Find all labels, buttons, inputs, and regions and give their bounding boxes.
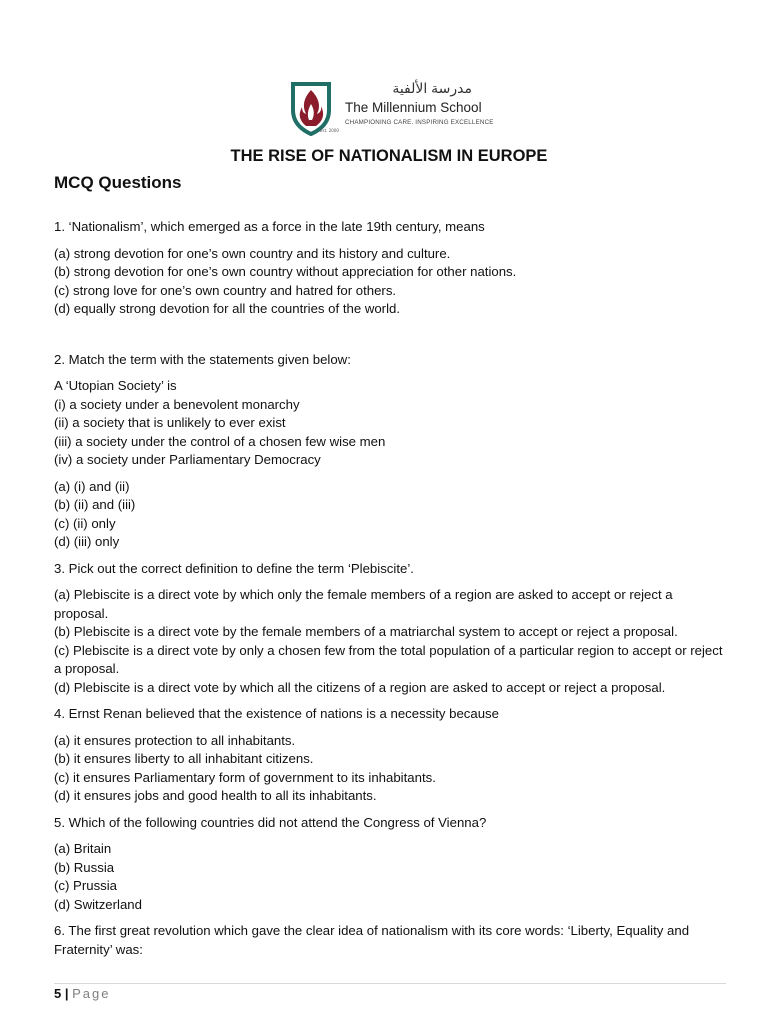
question-2-statements — [54, 377, 726, 470]
option: (b) strong devotion for one’s own country without appreciation for other nations. — [54, 264, 517, 279]
question-list — [54, 218, 726, 967]
school-logo — [290, 80, 494, 136]
option: (d) (iii) only — [54, 534, 120, 549]
school-tagline: CHAMPIONING CARE. INSPIRING EXCELLENCE — [345, 119, 494, 126]
section-subtitle: MCQ Questions — [54, 173, 182, 192]
page-footer — [54, 986, 111, 1001]
question-1-prompt: 1. ‘Nationalism’, which emerged as a force in the late 19th century, means — [54, 219, 485, 234]
page-number: 5 — [54, 986, 62, 1001]
question-2-options — [54, 478, 726, 552]
option: (b) Plebiscite is a direct vote by the female members of a matriarchal system to accept or reject a proposal. — [54, 624, 678, 639]
school-name-arabic: مدرسة الألفية — [392, 80, 472, 96]
statement: (ii) a society that is unlikely to ever exist — [54, 415, 286, 430]
statement: A ‘Utopian Society’ is — [54, 378, 177, 393]
option: (d) Plebiscite is a direct vote by which all the citizens of a region are asked to accept or reject a proposal. — [54, 679, 666, 695]
option: (a) Plebiscite is a direct vote by which only the female members of a region are asked to accept or reject a proposal. — [54, 587, 673, 621]
statement: (iii) a society under the control of a chosen few wise men — [54, 433, 386, 449]
question-6-prompt: 6. The first great revolution which gave the clear idea of nationalism with its core words: ‘Liberty, Equality and Fraternity’ was: — [54, 923, 690, 957]
option: (c) (ii) only — [54, 515, 116, 531]
est-year-label: Est. 2000 — [320, 128, 339, 133]
option: (c) strong love for one’s own country and hatred for others. — [54, 282, 397, 298]
question-4-prompt: 4. Ernst Renan believed that the existence of nations is a necessity because — [54, 706, 499, 721]
question-1-options — [54, 245, 726, 319]
option: (a) it ensures protection to all inhabitants. — [54, 732, 296, 748]
option: (c) Plebiscite is a direct vote by only a chosen few from the total population of a particular region to accept or reject a proposal. — [54, 642, 723, 676]
option: (a) (i) and (ii) — [54, 478, 130, 494]
statement: (iv) a society under Parliamentary Democracy — [54, 452, 321, 467]
question-2-prompt: 2. Match the term with the statements given below: — [54, 351, 351, 367]
option: (a) Britain — [54, 841, 112, 856]
option: (a) strong devotion for one’s own country and its history and culture. — [54, 245, 451, 261]
option: (c) Prussia — [54, 878, 118, 893]
option: (b) it ensures liberty to all inhabitant citizens. — [54, 751, 314, 766]
footer-divider — [54, 983, 726, 984]
school-name: The Millennium School — [345, 100, 482, 115]
question-5-options — [54, 840, 726, 914]
question-3-options — [54, 586, 726, 697]
page-label: Page — [72, 986, 111, 1001]
option: (b) (ii) and (iii) — [54, 497, 136, 512]
option: (d) Switzerland — [54, 896, 142, 912]
question-5-prompt: 5. Which of the following countries did not attend the Congress of Vienna? — [54, 814, 487, 830]
document-title: THE RISE OF NATIONALISM IN EUROPE — [230, 147, 548, 165]
option: (b) Russia — [54, 859, 115, 875]
school-crest-icon — [290, 80, 340, 136]
question-4-options — [54, 732, 726, 806]
option: (d) it ensures jobs and good health to all its inhabitants. — [54, 788, 377, 803]
option: (d) equally strong devotion for all the countries of the world. — [54, 301, 400, 316]
statement: (i) a society under a benevolent monarchy — [54, 396, 300, 412]
footer-separator: | — [64, 986, 69, 1001]
question-3-prompt: 3. Pick out the correct definition to define the term ‘Plebiscite’. — [54, 560, 414, 576]
option: (c) it ensures Parliamentary form of government to its inhabitants. — [54, 769, 436, 785]
